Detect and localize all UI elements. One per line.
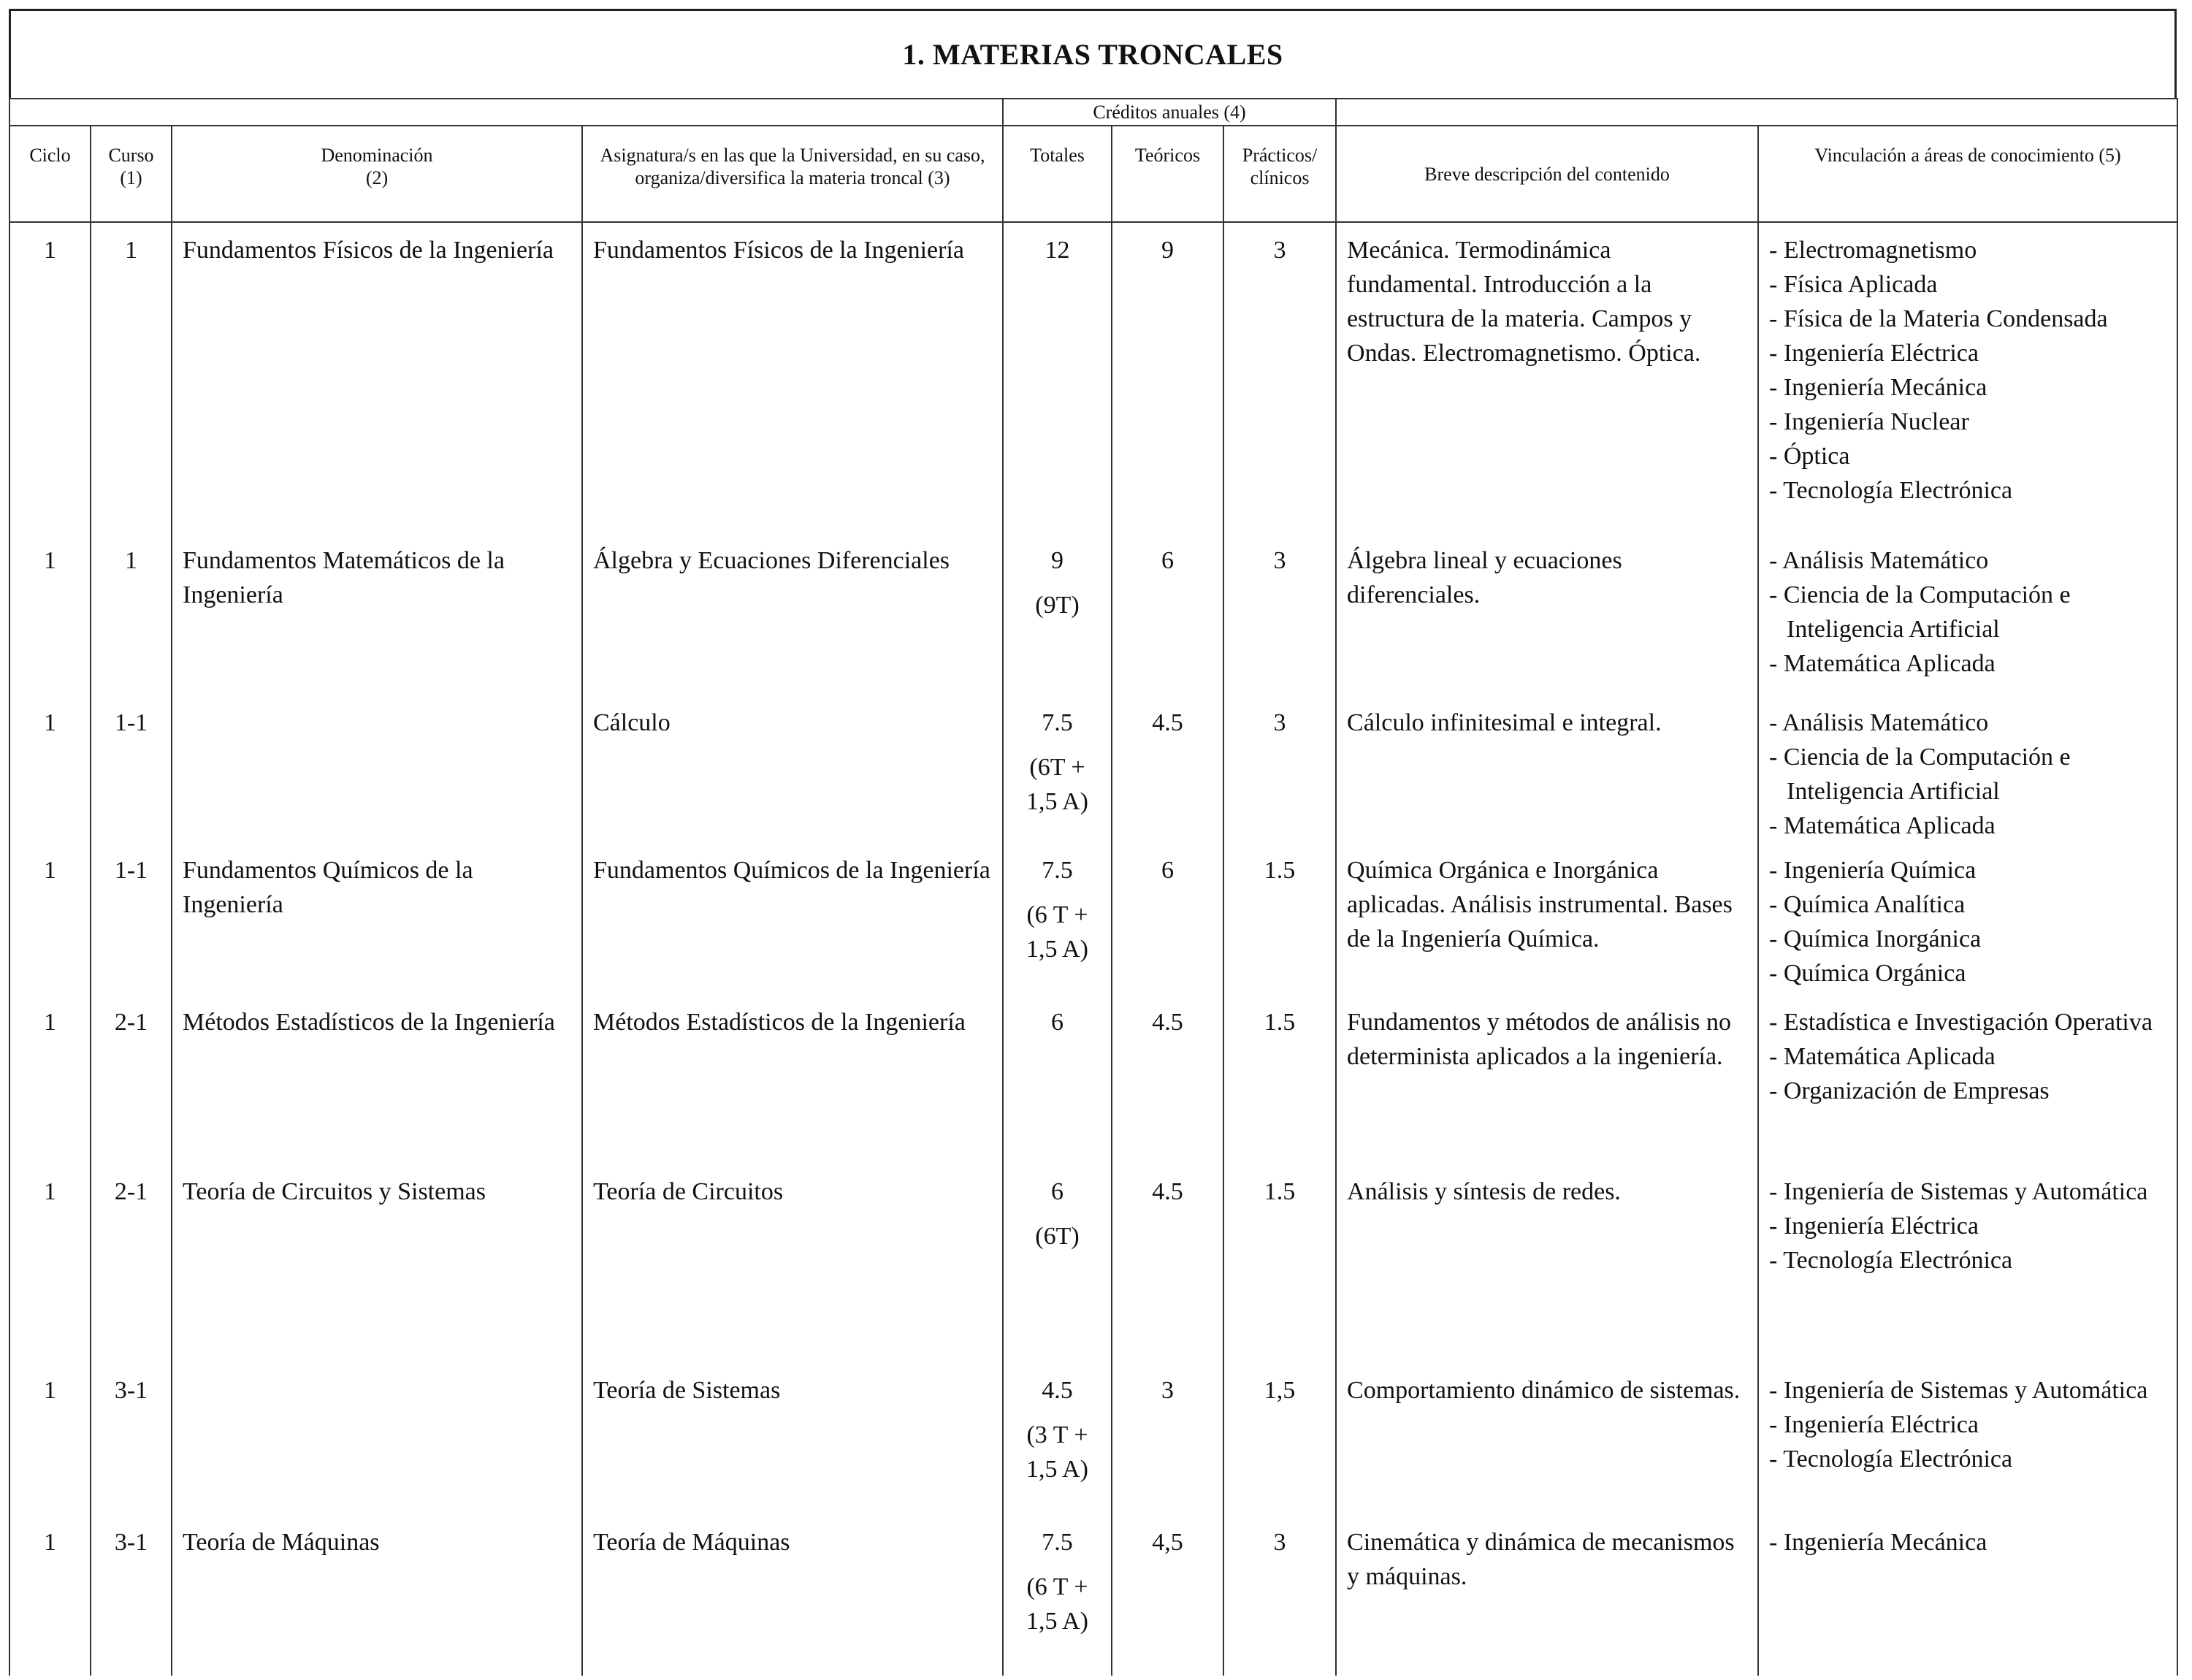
cell-descripcion: Fundamentos y métodos de análisis no determinista aplicados a la ingeniería. — [1336, 995, 1758, 1164]
cell-totales — [1003, 1164, 1112, 1363]
cell-ciclo: 1 — [9, 843, 91, 995]
totales-value: 7.5 — [1042, 1529, 1073, 1556]
table-row — [9, 1363, 2177, 1515]
cell-totales — [1003, 695, 1112, 843]
areas-list — [1769, 1373, 2166, 1476]
area-item: - Electromagnetismo — [1769, 233, 2166, 267]
cell-vinculacion — [1758, 843, 2177, 995]
cell-teoricos: 9 — [1112, 222, 1223, 533]
cell-curso: 2-1 — [91, 995, 172, 1164]
cell-curso: 2-1 — [91, 1164, 172, 1363]
cell-curso: 3-1 — [91, 1363, 172, 1515]
areas-list — [1769, 1005, 2166, 1108]
header-row — [9, 126, 2177, 222]
cell-denominacion: Fundamentos Químicos de la Ingeniería — [172, 843, 582, 995]
cell-vinculacion — [1758, 222, 2177, 533]
cell-ciclo: 1 — [9, 533, 91, 695]
areas-list — [1769, 706, 2166, 843]
totales-value: 6 — [1051, 1178, 1063, 1205]
cell-asignatura: Fundamentos Físicos de la Ingeniería — [582, 222, 1003, 533]
areas-list — [1769, 1175, 2166, 1278]
totales-value: 7.5 — [1042, 709, 1073, 736]
area-item: - Organización de Empresas — [1769, 1074, 2166, 1108]
cell-curso: 3-1 — [91, 1515, 172, 1676]
cell-teoricos: 4,5 — [1112, 1515, 1223, 1676]
cell-asignatura: Fundamentos Químicos de la Ingeniería — [582, 843, 1003, 995]
cell-descripcion: Análisis y síntesis de redes. — [1336, 1164, 1758, 1363]
header-curso: Curso (1) — [91, 126, 172, 222]
table-row — [9, 995, 2177, 1164]
cell-asignatura: Teoría de Circuitos — [582, 1164, 1003, 1363]
cell-curso: 1 — [91, 222, 172, 533]
area-item: - Ciencia de la Computación e Inteligencia Artificial — [1769, 578, 2166, 646]
header-teoricos: Teóricos — [1112, 126, 1223, 222]
cell-vinculacion — [1758, 1363, 2177, 1515]
cell-vinculacion — [1758, 995, 2177, 1164]
cell-descripcion: Cálculo infinitesimal e integral. — [1336, 695, 1758, 843]
cell-practicos: 3 — [1223, 1515, 1336, 1676]
table-body — [9, 222, 2177, 1676]
cell-curso: 1-1 — [91, 843, 172, 995]
cell-totales — [1003, 222, 1112, 533]
area-item: - Ingeniería Nuclear — [1769, 405, 2166, 439]
totales-value: 4.5 — [1042, 1377, 1073, 1404]
totales-breakdown: (3 T + 1,5 A) — [1026, 1421, 1088, 1483]
area-item: - Análisis Matemático — [1769, 543, 2166, 578]
table-row — [9, 1515, 2177, 1676]
areas-list — [1769, 233, 2166, 508]
cell-descripcion: Álgebra lineal y ecuaciones diferenciales. — [1336, 533, 1758, 695]
cell-vinculacion — [1758, 533, 2177, 695]
header-practicos: Prácticos/ clínicos — [1223, 126, 1336, 222]
cell-descripcion: Química Orgánica e Inorgánica aplicadas. Análisis instrumental. Bases de la Ingeniería Química. — [1336, 843, 1758, 995]
cell-teoricos: 6 — [1112, 843, 1223, 995]
cell-curso: 1 — [91, 533, 172, 695]
header-denominacion: Denominación (2) — [172, 126, 582, 222]
header-creditos: Créditos anuales (4) — [1003, 99, 1336, 126]
cell-ciclo: 1 — [9, 1363, 91, 1515]
area-item: - Matemática Aplicada — [1769, 1039, 2166, 1074]
header-descripcion: Breve descripción del contenido — [1336, 126, 1758, 222]
table-row — [9, 843, 2177, 995]
cell-vinculacion — [1758, 695, 2177, 843]
cell-ciclo: 1 — [9, 995, 91, 1164]
cell-practicos: 1.5 — [1223, 995, 1336, 1164]
totales-breakdown: (9T) — [1035, 592, 1080, 619]
cell-vinculacion — [1758, 1515, 2177, 1676]
cell-denominacion: Teoría de Máquinas — [172, 1515, 582, 1676]
areas-list — [1769, 853, 2166, 990]
totales-value: 7.5 — [1042, 857, 1073, 884]
totales-value: 9 — [1051, 547, 1063, 574]
totales-value: 6 — [1051, 1009, 1063, 1036]
cell-teoricos: 6 — [1112, 533, 1223, 695]
cell-ciclo: 1 — [9, 1515, 91, 1676]
document-page — [9, 9, 2177, 1671]
area-item: - Tecnología Electrónica — [1769, 1442, 2166, 1476]
header-vinculacion: Vinculación a áreas de conocimiento (5) — [1758, 126, 2177, 222]
cell-practicos: 1.5 — [1223, 843, 1336, 995]
cell-asignatura: Teoría de Sistemas — [582, 1363, 1003, 1515]
cell-denominacion — [172, 695, 582, 843]
area-item: - Matemática Aplicada — [1769, 809, 2166, 843]
cell-practicos: 3 — [1223, 222, 1336, 533]
area-item: - Matemática Aplicada — [1769, 646, 2166, 681]
cell-denominacion — [172, 1363, 582, 1515]
cell-teoricos: 4.5 — [1112, 695, 1223, 843]
cell-asignatura: Álgebra y Ecuaciones Diferenciales — [582, 533, 1003, 695]
area-item: - Ingeniería de Sistemas y Automática — [1769, 1175, 2166, 1209]
totales-breakdown: (6T) — [1035, 1223, 1080, 1250]
table-row — [9, 533, 2177, 695]
cell-denominacion: Teoría de Circuitos y Sistemas — [172, 1164, 582, 1363]
area-item: - Estadística e Investigación Operativa — [1769, 1005, 2166, 1039]
cell-teoricos: 3 — [1112, 1363, 1223, 1515]
cell-denominacion: Métodos Estadísticos de la Ingeniería — [172, 995, 582, 1164]
totales-breakdown: (6 T + 1,5 A) — [1026, 1573, 1088, 1635]
area-item: - Física Aplicada — [1769, 267, 2166, 302]
area-item: - Ingeniería Química — [1769, 853, 2166, 887]
area-item: - Tecnología Electrónica — [1769, 473, 2166, 508]
section-title: 1. MATERIAS TRONCALES — [9, 9, 2177, 98]
area-item: - Ingeniería Eléctrica — [1769, 1408, 2166, 1442]
area-item: - Tecnología Electrónica — [1769, 1243, 2166, 1278]
cell-teoricos: 4.5 — [1112, 1164, 1223, 1363]
area-item: - Ingeniería Eléctrica — [1769, 1209, 2166, 1243]
area-item: - Química Orgánica — [1769, 956, 2166, 990]
cell-descripcion: Mecánica. Termodinámica fundamental. Introducción a la estructura de la materia. Campos y Ondas. Electromagnetismo. Óptica. — [1336, 222, 1758, 533]
table-row — [9, 1164, 2177, 1363]
cell-descripcion: Comportamiento dinámico de sistemas. — [1336, 1363, 1758, 1515]
header-totales: Totales — [1003, 126, 1112, 222]
header-row-credits — [9, 99, 2177, 126]
cell-ciclo: 1 — [9, 695, 91, 843]
totales-breakdown: (6 T + 1,5 A) — [1026, 901, 1088, 963]
cell-descripcion: Cinemática y dinámica de mecanismos y máquinas. — [1336, 1515, 1758, 1676]
area-item: - Ingeniería de Sistemas y Automática — [1769, 1373, 2166, 1408]
table-row — [9, 695, 2177, 843]
cell-asignatura: Cálculo — [582, 695, 1003, 843]
cell-vinculacion — [1758, 1164, 2177, 1363]
cell-asignatura: Teoría de Máquinas — [582, 1515, 1003, 1676]
cell-ciclo: 1 — [9, 222, 91, 533]
cell-teoricos: 4.5 — [1112, 995, 1223, 1164]
table-row — [9, 222, 2177, 533]
materias-table — [9, 98, 2178, 1676]
cell-curso: 1-1 — [91, 695, 172, 843]
area-item: - Química Inorgánica — [1769, 922, 2166, 956]
cell-denominacion: Fundamentos Físicos de la Ingeniería — [172, 222, 582, 533]
areas-list — [1769, 543, 2166, 681]
area-item: - Ingeniería Mecánica — [1769, 1525, 2166, 1559]
area-item: - Ciencia de la Computación e Inteligencia Artificial — [1769, 740, 2166, 809]
cell-totales — [1003, 843, 1112, 995]
cell-totales — [1003, 995, 1112, 1164]
cell-denominacion: Fundamentos Matemáticos de la Ingeniería — [172, 533, 582, 695]
cell-ciclo: 1 — [9, 1164, 91, 1363]
areas-list — [1769, 1525, 2166, 1559]
cell-totales — [1003, 1363, 1112, 1515]
cell-totales — [1003, 533, 1112, 695]
area-item: - Óptica — [1769, 439, 2166, 473]
area-item: - Ingeniería Mecánica — [1769, 370, 2166, 405]
cell-totales — [1003, 1515, 1112, 1676]
area-item: - Ingeniería Eléctrica — [1769, 336, 2166, 370]
header-ciclo: Ciclo — [9, 126, 91, 222]
cell-practicos: 3 — [1223, 695, 1336, 843]
totales-breakdown: (6T + 1,5 A) — [1026, 754, 1088, 815]
area-item: - Análisis Matemático — [1769, 706, 2166, 740]
area-item: - Química Analítica — [1769, 887, 2166, 922]
area-item: - Física de la Materia Condensada — [1769, 302, 2166, 336]
totales-value: 12 — [1045, 237, 1070, 264]
header-asignatura: Asignatura/s en las que la Universidad, en su caso, organiza/diversifica la materia troncal (3) — [582, 126, 1003, 222]
cell-practicos: 1.5 — [1223, 1164, 1336, 1363]
cell-asignatura: Métodos Estadísticos de la Ingeniería — [582, 995, 1003, 1164]
cell-practicos: 1,5 — [1223, 1363, 1336, 1515]
cell-practicos: 3 — [1223, 533, 1336, 695]
